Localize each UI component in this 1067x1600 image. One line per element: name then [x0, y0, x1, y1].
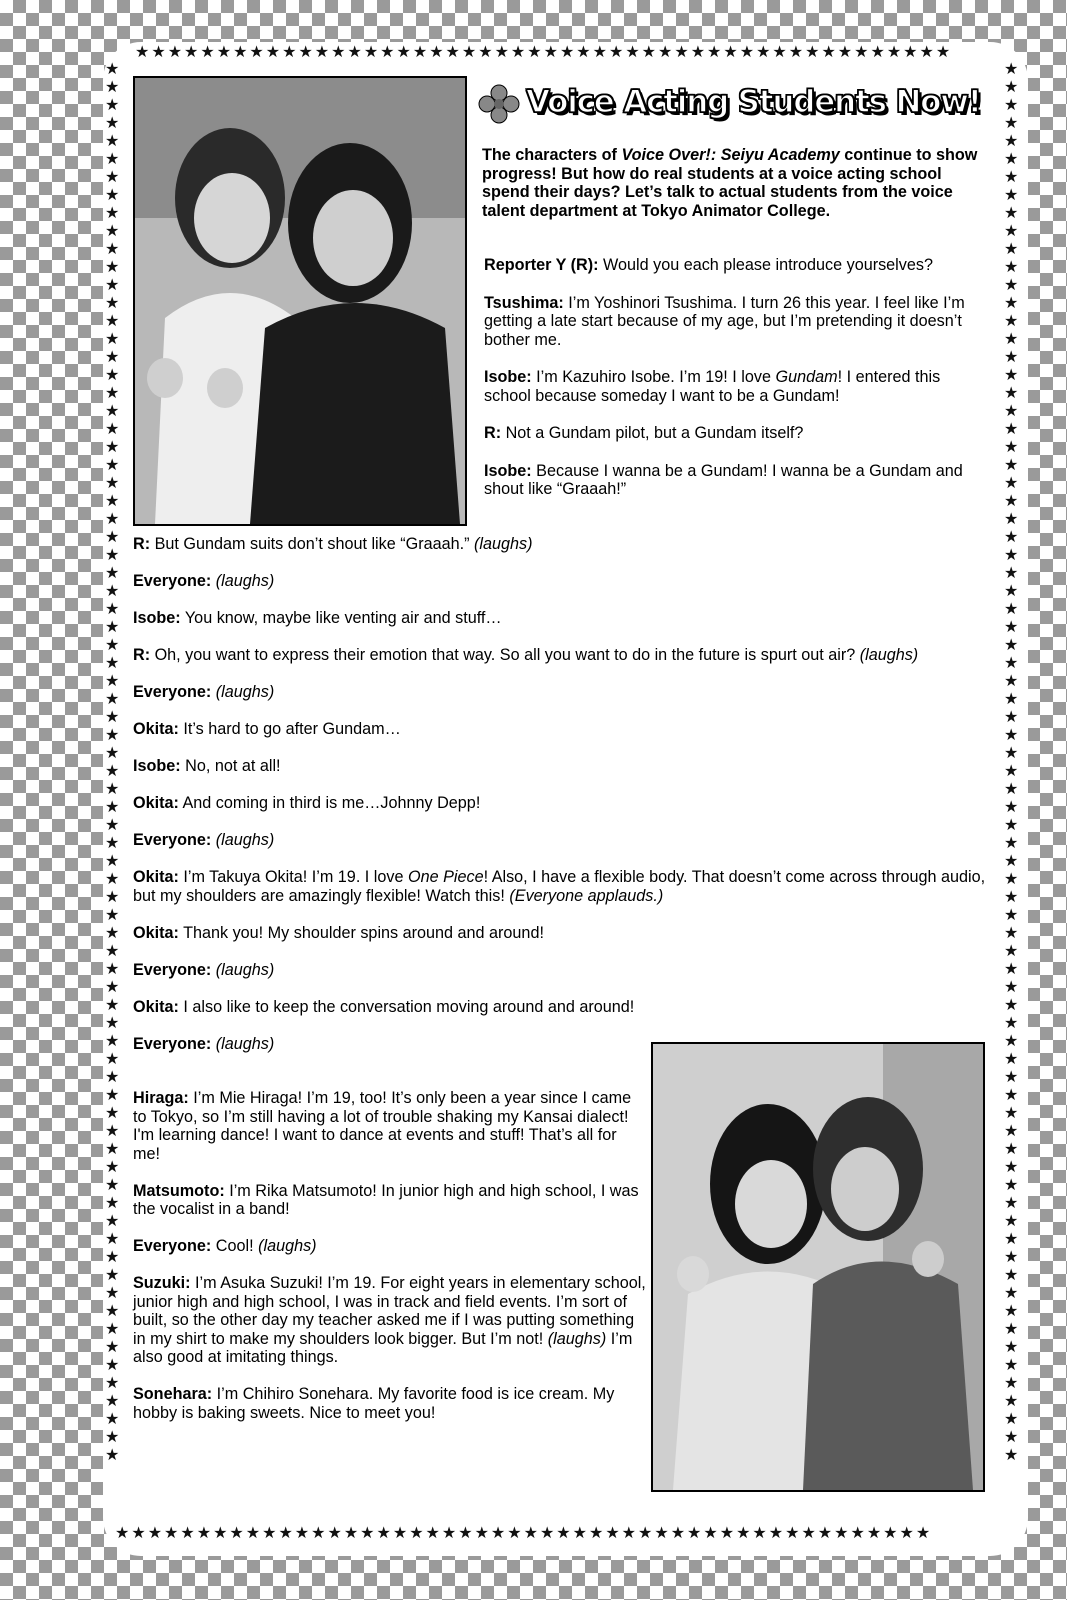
- speaker-name: Okita:: [133, 720, 179, 738]
- dialog-entry: [133, 1182, 648, 1219]
- dialog-text: Thank you! My shoulder spins around and around!: [178, 923, 544, 942]
- dialog-text: (laughs): [258, 1237, 317, 1255]
- clover-icon: [476, 84, 522, 124]
- speaker-name: Okita:: [133, 868, 179, 886]
- dialog-text: I’m Takuya Okita! I’m 19. I love: [178, 868, 408, 886]
- dialog-text: I’m Mie Hiraga! I’m 19, too! It’s only been a year since I came to Tokyo, so I’m still having a lot of trouble shaking my Kansai dialect! I'm learning dance! I want to dance at events and stuff! That’s all for me!: [133, 1089, 632, 1163]
- dialog-entry: [133, 794, 993, 813]
- dialog-entry: [133, 1089, 648, 1163]
- dialog-text: (laughs): [474, 535, 533, 553]
- speaker-name: Everyone:: [133, 572, 212, 590]
- dialog-text: (laughs): [215, 1034, 275, 1053]
- speaker-name: Okita:: [133, 794, 179, 812]
- speaker-name: R:: [133, 535, 151, 553]
- star-border-top: ★★★★★★★★★★★★★★★★★★★★★★★★★★★★★★★★★★★★★★★★★★★★★★★★★★: [135, 44, 953, 61]
- dialog-entry: [133, 609, 993, 628]
- dialog-entry: [133, 998, 993, 1017]
- speaker-name: Everyone:: [133, 1034, 212, 1053]
- dialog-text: One Piece: [408, 868, 484, 886]
- dialog-text: Not a Gundam pilot, but a Gundam itself?: [501, 424, 804, 442]
- dialog-entry: [133, 1385, 648, 1422]
- star-border-bottom: ★★★★★★★★★★★★★★★★★★★★★★★★★★★★★★★★★★★★★★★★★★★★★★★★★★: [115, 1525, 933, 1542]
- dialog-text: I’m Chihiro Sonehara. My favorite food is ice cream. My hobby is baking sweets. Nice to meet you!: [133, 1385, 615, 1422]
- dialog-text: (Everyone applauds.): [509, 886, 664, 905]
- dialog-text: I also like to keep the conversation moving around and around!: [178, 997, 635, 1016]
- speaker-name: Everyone:: [133, 683, 212, 701]
- dialog-text: It’s hard to go after Gundam…: [178, 720, 401, 738]
- speaker-name: Matsumoto:: [133, 1181, 225, 1200]
- dialog-text: Gundam: [775, 368, 838, 386]
- dialog-text: You know, maybe like venting air and stuff…: [180, 609, 502, 627]
- dialog-text: And coming in third is me…Johnny Depp!: [178, 794, 481, 812]
- dialog-text: I’m also good at imitating things.: [133, 1329, 633, 1366]
- dialog-entry: [133, 720, 993, 739]
- dialog-text: (laughs): [215, 831, 275, 849]
- speaker-name: Reporter Y (R):: [484, 256, 599, 274]
- article-heading: [476, 82, 996, 124]
- speaker-name: Hiraga:: [133, 1089, 189, 1107]
- dialog-text: (laughs): [215, 683, 275, 701]
- dialog-entry: [133, 572, 993, 591]
- speaker-name: Everyone:: [133, 1237, 212, 1255]
- dialog-text: Because I wanna be a Gundam! I wanna be a Gundam and shout like “Graaah!”: [484, 461, 963, 498]
- dialog-text: No, not at all!: [180, 757, 281, 775]
- dialog-lower-column: [133, 1089, 648, 1441]
- speaker-name: Okita:: [133, 997, 179, 1016]
- photo-two-students-bottom: [651, 1042, 985, 1492]
- dialog-entry: [484, 462, 984, 499]
- dialog-entry: [133, 683, 993, 702]
- dialog-entry: [484, 294, 984, 350]
- dialog-text: Oh, you want to express their emotion that way. So all you want to do in the future is spurt out air?: [150, 646, 860, 664]
- dialog-entry: [133, 1237, 648, 1256]
- dialog-entry: [133, 757, 993, 776]
- dialog-entry: [484, 256, 984, 275]
- dialog-entry: [133, 868, 993, 905]
- intro-paragraph: The characters of Voice Over!: Seiyu Academy continue to show progress! But how do real students at a voice acting school spend their days? Let’s talk to actual students from the voice talent department at Tokyo Animator College.: [482, 146, 978, 220]
- star-border-left: ★★★★★★★★★★★★★★★★★★★★★★★★★★★★★★★★★★★★★★★★★★★★★★★★★★★★★★★★★★★★★★★★★★★★★★★★★★★★★★: [105, 60, 120, 1464]
- dialog-text: Cool!: [211, 1237, 259, 1255]
- speaker-name: Okita:: [133, 923, 179, 942]
- star-border-right: ★★★★★★★★★★★★★★★★★★★★★★★★★★★★★★★★★★★★★★★★★★★★★★★★★★★★★★★★★★★★★★★★★★★★★★★★★★★★★★: [1004, 60, 1019, 1464]
- speaker-name: Isobe:: [133, 609, 181, 627]
- dialog-text: (laughs): [859, 646, 919, 664]
- dialog-entry: [133, 831, 993, 850]
- dialog-text: (laughs): [547, 1329, 607, 1348]
- speaker-name: Isobe:: [133, 757, 181, 775]
- dialog-entry: [484, 424, 984, 443]
- speaker-name: Everyone:: [133, 960, 212, 979]
- dialog-entry: [133, 924, 993, 943]
- speaker-name: Suzuki:: [133, 1274, 191, 1292]
- dialog-text: ! I entered this school because someday I want to be a Gundam!: [484, 368, 941, 405]
- photo-two-students-top: [133, 76, 467, 526]
- speaker-name: Sonehara:: [133, 1385, 213, 1403]
- speaker-name: Tsushima:: [484, 293, 564, 312]
- dialog-text: I’m Kazuhiro Isobe. I’m 19! I love: [531, 368, 776, 386]
- dialog-main-column: [133, 535, 993, 1072]
- dialog-entry: [133, 961, 993, 980]
- dialog-text: ! Also, I have a flexible body. That doesn’t come across through audio, but my shoulders are amazingly flexible! Watch this!: [133, 868, 986, 905]
- speaker-name: Everyone:: [133, 831, 212, 849]
- speaker-name: Isobe:: [484, 368, 532, 386]
- speaker-name: R:: [484, 424, 502, 442]
- page-title: Voice Acting Students Now!: [526, 84, 981, 120]
- dialog-entry: [133, 535, 993, 554]
- dialog-entry: [133, 646, 993, 665]
- dialog-entry: [133, 1274, 648, 1367]
- dialog-text: I’m Rika Matsumoto! In junior high and high school, I was the vocalist in a band!: [133, 1181, 639, 1218]
- dialog-text: (laughs): [215, 960, 275, 979]
- dialog-text: (laughs): [215, 572, 275, 590]
- dialog-text: But Gundam suits don’t shout like “Graaah.”: [150, 535, 475, 553]
- speaker-name: R:: [133, 646, 151, 664]
- dialog-text: I’m Asuka Suzuki! I’m 19. For eight years in elementary school, junior high and high school, I was in track and field events. I’m sort of built, so the other day my teacher asked me if I was putting something in my shirt to make my shoulders look bigger. But I’m not!: [133, 1274, 646, 1348]
- dialog-right-column: [484, 256, 984, 518]
- dialog-text: I’m Yoshinori Tsushima. I turn 26 this year. I feel like I’m getting a late start because of my age, but I’m pretending it doesn’t bother me.: [484, 293, 965, 349]
- dialog-entry: [484, 368, 984, 405]
- dialog-text: Would you each please introduce yourselves?: [598, 256, 933, 274]
- speaker-name: Isobe:: [484, 461, 532, 480]
